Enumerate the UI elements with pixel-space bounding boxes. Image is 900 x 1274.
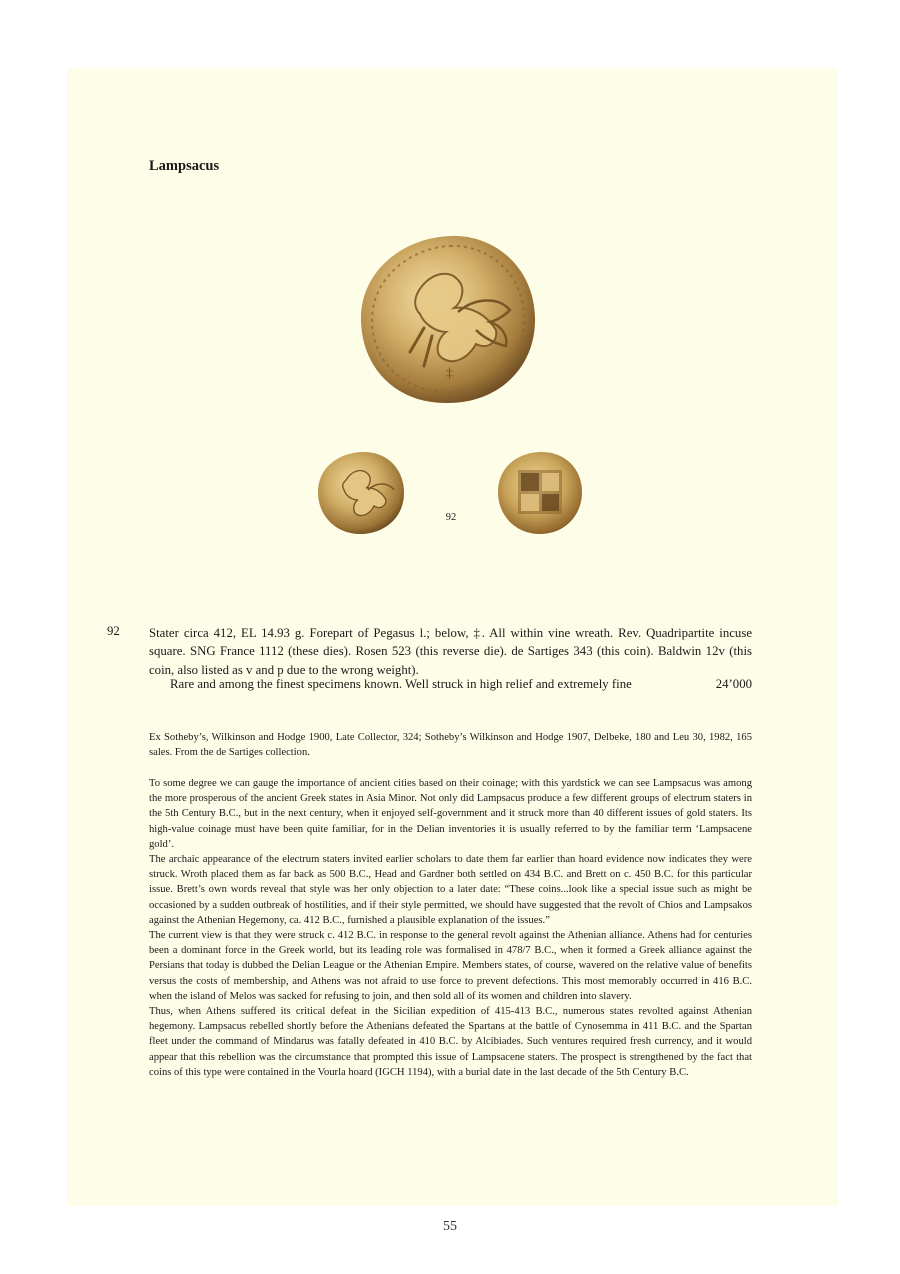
commentary-paragraph: Thus, when Athens suffered its critical defeat in the Sicilian expedition of 415-413 B.C., numerous states revolted against Athenian hegemony. Lampsacus rebelled shortly before the Athenians defeated the Spartans at the battle of Cynosemma in 411 B.C. and the Spartan fleet under the command of Mindarus was fatally defeated in 410 B.C. by Alcibiades. Such ventures required fresh currency, and it would appear that this rebellion was the circumstance that prompted this issue of Lampsacene staters. The prospect is strengthened by the fact that coins of this type were contained in the Vourla hoard (IGCH 1194), with a burial date in the last decade of the 5th Century B.C. <box>149 1006 752 1078</box>
coin-reverse <box>496 450 584 536</box>
commentary-paragraph: The current view is that they were struck c. 412 B.C. in response to the general revolt against the Athenian alliance. Athens had for centuries been a dominant force in the Greek world, but its leading role was formalised in 478/7 B.C., when it formed a Greek alliance against the Persians that today is dubbed the Delian League or the Athenian Empire. Members states, of course, wavered on the relative value of benefits versus the costs of membership, and Athens was not afraid to use force to prevent defections. This most memorably occurred in 416 B.C. when the island of Melos was sacked for refusing to join, and then sold all of its women and children into slavery. <box>149 930 752 1002</box>
commentary-paragraph: To some degree we can gauge the importance of ancient cities based on their coinage; with this yardstick we can see Lampsacus was among the more prosperous of the ancient Greek states in Asia Minor. Not only did Lampsacus produce a few different groups of electrum staters in the 5th Century B.C., but in the next century, when it enjoyed self-government and it struck more than 40 different issues of gold staters. Its high-value coinage must have been quite familiar, for in the Delian inventories it is usually referred to by the familiar term ‘Lampsacene gold’. <box>149 778 752 850</box>
lot-number: 92 <box>107 624 120 638</box>
coin-obverse <box>316 450 406 536</box>
plate-number: 92 <box>445 512 457 523</box>
lot-description: Stater circa 412, EL 14.93 g. Forepart of Pegasus l.; below, ‡. All within vine wreath. Rev. Quadripartite incuse square. SNG France 1112 (these dies). Rosen 523 (this reverse die). de Sartiges 343 (this coin). Baldwin 12v (this coin, also listed as v and p due to the wrong weight). <box>149 626 752 677</box>
page-number: 55 <box>443 1219 457 1234</box>
svg-text:‡: ‡ <box>446 366 453 382</box>
section-title: Lampsacus <box>149 158 220 174</box>
commentary <box>149 776 752 1080</box>
coin-obverse-enlarged <box>358 232 538 406</box>
lot-estimate: 24’000 <box>715 677 752 691</box>
provenance-note: Ex Sotheby’s, Wilkinson and Hodge 1900, Late Collector, 324; Sotheby’s Wilkinson and Hodge 1907, Delbeke, 180 and Leu 30, 1982, 165 sales. From the de Sartiges collection. <box>149 732 752 759</box>
lot-grade: Rare and among the finest specimens known. Well struck in high relief and extremely fine <box>170 677 632 691</box>
commentary-paragraph: The archaic appearance of the electrum staters invited earlier scholars to date them far earlier than hoard evidence now indicates they were struck. Wroth placed them as far back as 500 B.C., Head and Gardner both settled on 434 B.C. and Brett on c. 450 B.C. for this particular issue. Brett’s own words reveal that style was her only objection to a later date: “These coins...look like a special issue such as might be occasioned by a sudden outbreak of hostilities, and if their style permitted, we should have suggested that the revolt of Chios and Lampsakos against the Athenian Hegemony, ca. 412 B.C., furnished a plausible explanation of the issues.” <box>149 854 752 926</box>
